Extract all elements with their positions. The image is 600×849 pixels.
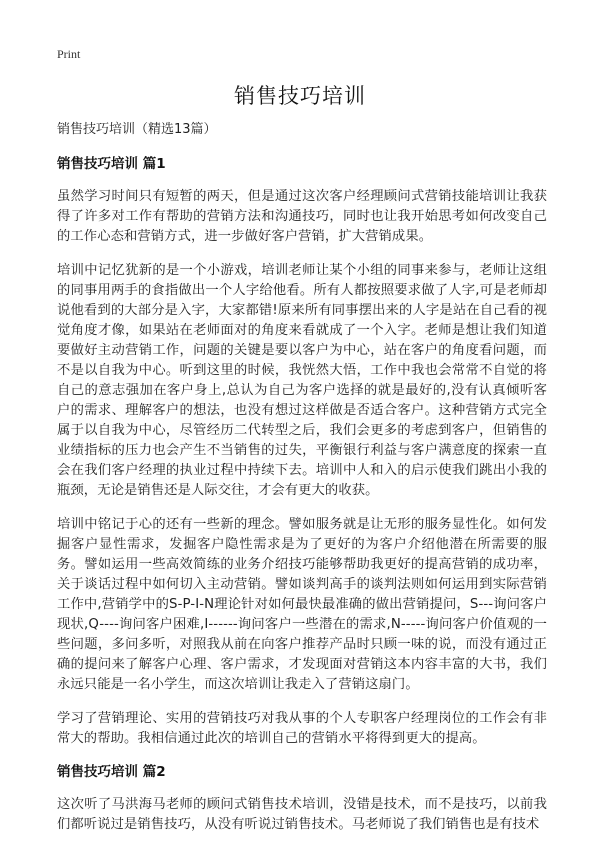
paragraph: 学习了营销理论、实用的营销技巧对我从事的个人专职客户经理岗位的工作会有非常大的帮助。我相信通过此次的培训自己的营销水平将得到更大的提高。: [57, 711, 547, 746]
section-heading-1: 销售技巧培训 篇1: [57, 156, 166, 172]
print-link[interactable]: Print: [57, 47, 81, 61]
paragraph: 培训中铭记于心的还有一些新的理念。譬如服务就是让无形的服务显性化。如何发掘客户显性需求，发掘客户隐性需求是为了更好的为客户介绍他潜在所需要的服务。譬如运用一些高效简练的业务介绍技巧能够帮助我更好的提高营销的成功率，关于谈话过程中如何切入主动营销。譬如谈判高手的谈判法则如何运用到实际营销工作中,营销学中的S-P-I-N理论针对如何最快最准确的做出营销提问，S---询问客户现状,Q----询问客户困难,I------询问客户一些潜在的需求,N-----询问客户价值观的一些问题，多问多听，对照我从前在向客户推荐产品时只顾一味的说，而没有通过正确的提问来了解客户心理、客户需求，才发现面对营销这本内容丰富的大书，我们永远只能是一名小学生，而这次培训让我走入了营销这扇门。: [57, 517, 547, 692]
paragraph: 这次听了马洪海马老师的顾问式销售技术培训，没错是技术，而不是技巧，以前我们都听说过是销售技巧，从没有听说过销售技术。马老师说了我们销售也是有技术: [57, 797, 547, 832]
page-title: 销售技巧培训: [234, 84, 366, 108]
section-heading-2: 销售技巧培训 篇2: [57, 764, 166, 780]
document-body: [57, 121, 547, 849]
document-subtitle: 销售技巧培训（精选13篇）: [57, 122, 217, 137]
paragraph: 虽然学习时间只有短暂的两天，但是通过这次客户经理顾问式营销技能培训让我获得了许多对工作有帮助的营销方法和沟通技巧，同时也让我开始思考如何改变自己的工作心态和营销方式，进一步做好客户营销，扩大营销成果。: [57, 189, 547, 244]
paragraph: 培训中记忆犹新的是一个小游戏，培训老师让某个小组的同事来参与，老师让这组的同事用两手的食指做出一个人字给他看。所有人都按照要求做了人字,可是老师却说他看到的大部分是入字，大家都错!原来所有同事摆出来的人字是站在自己看的视觉角度才像，如果站在老师面对的角度来看就成了一个入字。老师是想让我们知道要做好主动营销工作，问题的关键是要以客户为中心，站在客户的角度看问题，而不是以自我为中心。听到这里的时候，我恍然大悟，工作中我也会常常不自觉的将自己的意志强加在客户身上,总认为自己为客户选择的就是最好的,没有认真倾听客户的需求、理解客户的想法，也没有想过这样做是否适合客户。这种营销方式完全属于以自我为中心，尽管经历二代转型之后，我们会更多的考虑到客户，但销售的业绩指标的压力也会产生不当销售的过失，平衡银行利益与客户满意度的探索一直会在我们客户经理的执业过程中持续下去。培训中人和入的启示使我们跳出小我的瓶颈，无论是销售还是人际交往，才会有更大的收获。: [57, 263, 547, 498]
